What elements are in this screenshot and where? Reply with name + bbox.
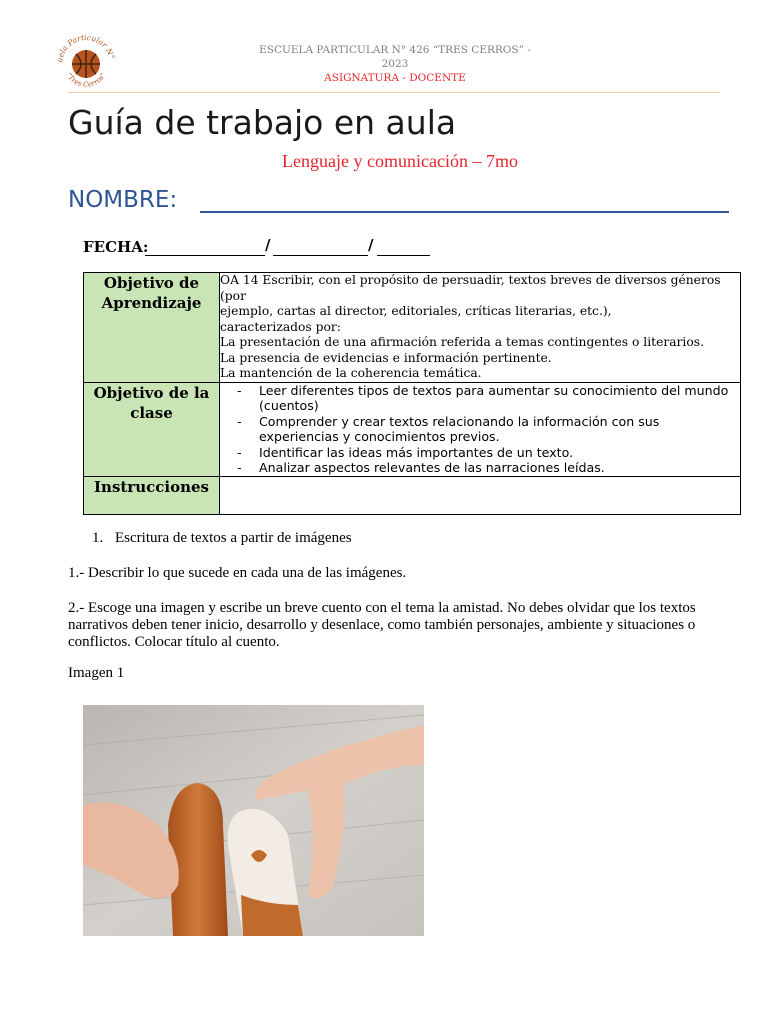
list-item-text: Escritura de textos a partir de imágenes [115,530,352,546]
logo-text-top: uela Particular N° [54,34,117,64]
nombre-label: NOMBRE: [68,187,178,213]
oc-label: Objetivo de la clase [84,382,220,476]
instruction-2 [68,600,758,651]
fecha-year-field[interactable] [377,255,430,256]
page-subtitle: Lenguaje y comunicación – 7mo [282,151,518,171]
list-item: - Comprender y crear textos relacionando la información con sus experiencias y conocimientos previos. [220,414,740,445]
oa-label: Objetivo de Aprendizaje [84,273,220,383]
instruction-2-line: 2.- Escoge una imagen y escribe un breve cuento con el tema la amistad. No debes olvidar que los textos [68,600,696,616]
page-title: Guía de trabajo en aula [68,103,457,142]
header-divider [68,92,720,93]
list-item-number: 1. [92,530,104,546]
list-item: - Leer diferentes tipos de textos para aumentar su conocimiento del mundo (cuentos) [220,383,740,414]
oa-line: OA 14 Escribir, con el propósito de persuadir, textos breves de diversos géneros (por [220,273,721,303]
oc-list [220,383,740,476]
oc-content [220,382,741,476]
image-label: Imagen 1 [68,665,125,681]
fecha-separator-2: / [368,236,374,254]
instruction-2-line: conflictos. Colocar título al cuento. [68,634,280,650]
list-item: - Analizar aspectos relevantes de las narraciones leídas. [220,460,740,476]
image-hands-dog-paws [83,705,424,936]
instruction-2-line: narrativos deben tener inicio, desarrollo y desenlace, como también personajes, ambiente y situaciones o [68,617,696,633]
school-name [240,43,550,71]
list-item: - Identificar las ideas más importantes de un texto. [220,445,740,461]
fecha-day-field[interactable] [145,255,265,256]
fecha-label: FECHA: [83,238,149,256]
oa-line: La mantención de la coherencia temática. [220,366,482,380]
oa-content [220,273,741,383]
school-name-line2: 2023 [381,58,409,70]
oa-line: ejemplo, cartas al director, editoriales, críticas literarias, etc.), [220,304,612,318]
subject-line: ASIGNATURA - DOCENTE [324,72,466,84]
instr-content[interactable] [220,476,741,514]
instruction-1: 1.- Describir lo que sucede en cada una de las imágenes. [68,565,407,581]
fecha-month-field[interactable] [273,255,368,256]
instr-label: Instrucciones [84,476,220,514]
objectives-table [83,272,741,515]
logo-text-bottom: "Tres Cerros" [64,71,108,89]
oa-line: caracterizados por: [220,319,341,334]
school-logo [52,34,120,94]
nombre-field[interactable] [200,211,729,213]
oa-line: La presentación de una afirmación referida a temas contingentes o literarios. [220,335,704,349]
fecha-separator-1: / [265,236,271,254]
school-name-line1: ESCUELA PARTICULAR N° 426 “TRES CERROS” - [259,44,531,56]
oa-line: La presencia de evidencias e información pertinente. [220,350,552,365]
